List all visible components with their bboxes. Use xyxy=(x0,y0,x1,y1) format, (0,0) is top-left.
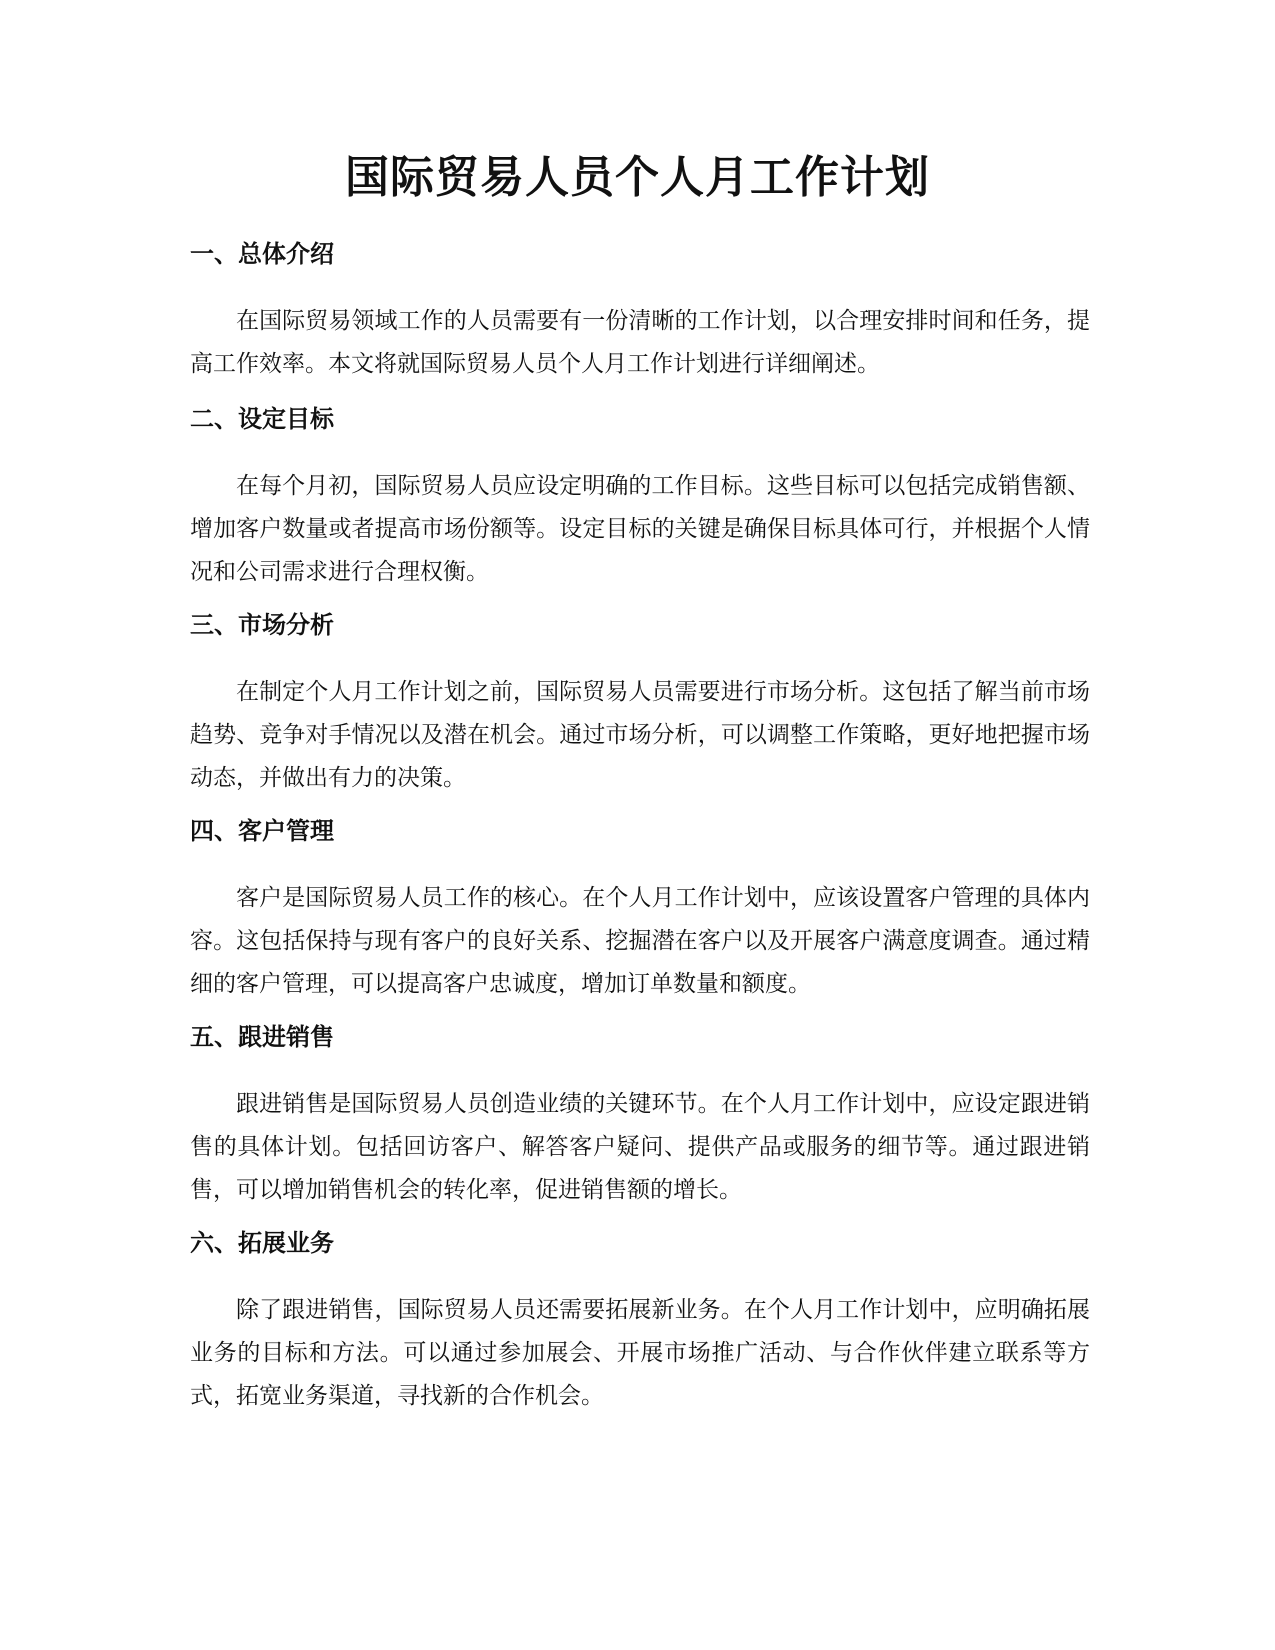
section-market-analysis xyxy=(190,609,1090,800)
section-body: 在每个月初，国际贸易人员应设定明确的工作目标。这些目标可以包括完成销售额、增加客户数量或者提高市场份额等。设定目标的关键是确保目标具体可行，并根据个人情况和公司需求进行合理权衡。 xyxy=(190,473,1090,585)
section-body: 在制定个人月工作计划之前，国际贸易人员需要进行市场分析。这包括了解当前市场趋势、竞争对手情况以及潜在机会。通过市场分析，可以调整工作策略，更好地把握市场动态，并做出有力的决策。 xyxy=(190,679,1090,791)
section-heading: 五、跟进销售 xyxy=(190,1023,334,1051)
section-business-expansion xyxy=(190,1227,1090,1418)
section-sales-follow-up xyxy=(190,1021,1090,1212)
section-overview xyxy=(190,238,1090,386)
section-heading: 六、拓展业务 xyxy=(190,1229,334,1257)
section-body: 在国际贸易领域工作的人员需要有一份清晰的工作计划，以合理安排时间和任务，提高工作效率。本文将就国际贸易人员个人月工作计划进行详细阐述。 xyxy=(190,308,1090,377)
document-title: 国际贸易人员个人月工作计划 xyxy=(345,152,930,203)
section-set-goals xyxy=(190,403,1090,594)
section-body: 跟进销售是国际贸易人员创造业绩的关键环节。在个人月工作计划中，应设定跟进销售的具体计划。包括回访客户、解答客户疑问、提供产品或服务的细节等。通过跟进销售，可以增加销售机会的转化率，促进销售额的增长。 xyxy=(190,1091,1090,1203)
section-heading: 二、设定目标 xyxy=(190,405,334,433)
section-heading: 三、市场分析 xyxy=(190,611,334,639)
section-body: 客户是国际贸易人员工作的核心。在个人月工作计划中，应该设置客户管理的具体内容。这包括保持与现有客户的良好关系、挖掘潜在客户以及开展客户满意度调查。通过精细的客户管理，可以提高客户忠诚度，增加订单数量和额度。 xyxy=(190,885,1090,997)
section-heading: 四、客户管理 xyxy=(190,817,334,845)
section-body: 除了跟进销售，国际贸易人员还需要拓展新业务。在个人月工作计划中，应明确拓展业务的目标和方法。可以通过参加展会、开展市场推广活动、与合作伙伴建立联系等方式，拓宽业务渠道，寻找新的合作机会。 xyxy=(190,1297,1090,1409)
section-customer-management xyxy=(190,815,1090,1006)
section-heading: 一、总体介绍 xyxy=(190,240,334,268)
